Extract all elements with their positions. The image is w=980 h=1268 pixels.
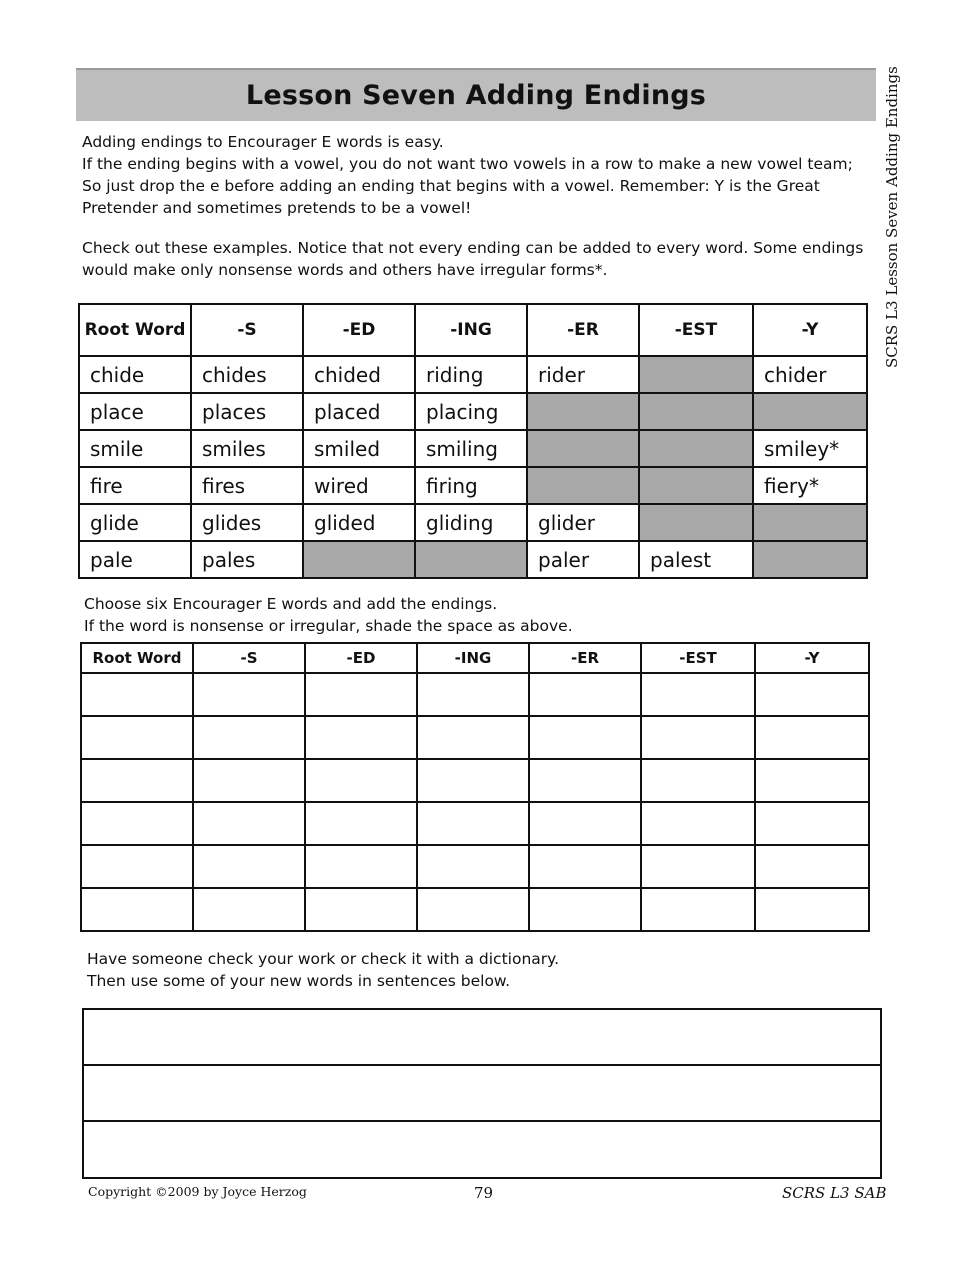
table-cell: chide [79,356,191,393]
answer-cell[interactable] [529,845,641,888]
table-cell: wired [303,467,415,504]
table-cell: rider [527,356,639,393]
column-header: -ED [305,643,417,673]
table-cell: glider [527,504,639,541]
table-cell: riding [415,356,527,393]
table-cell: palest [639,541,753,578]
answer-cell[interactable] [193,802,305,845]
column-header: -Y [753,304,867,356]
answer-cell[interactable] [529,888,641,931]
answer-cell[interactable] [193,673,305,716]
answer-cell[interactable] [81,716,193,759]
answer-cell[interactable] [641,802,755,845]
column-header: -S [191,304,303,356]
sentence-writing-box [82,1008,882,1179]
column-header: -S [193,643,305,673]
answer-cell[interactable] [417,845,529,888]
check-line: Then use some of your new words in sentences below. [87,972,511,990]
answer-cell[interactable] [305,716,417,759]
table-cell: smiled [303,430,415,467]
practice-table [80,642,870,932]
answer-cell[interactable] [417,759,529,802]
answer-cell[interactable] [417,888,529,931]
answer-cell[interactable] [529,759,641,802]
answer-cell[interactable] [305,759,417,802]
shaded-cell [753,541,867,578]
shaded-cell [753,393,867,430]
instructions-line: Choose six Encourager E words and add the endings. [84,595,498,613]
column-header: -EST [641,643,755,673]
answer-cell[interactable] [755,845,869,888]
table-cell: placing [415,393,527,430]
table-cell: pale [79,541,191,578]
table-cell: smiling [415,430,527,467]
table-row [81,716,869,759]
shaded-cell [415,541,527,578]
shaded-cell [527,430,639,467]
page-number: 79 [474,1184,494,1202]
table-cell: gliding [415,504,527,541]
table-row [81,673,869,716]
check-line: Have someone check your work or check it with a dictionary. [87,950,560,968]
answer-cell[interactable] [193,845,305,888]
answer-cell[interactable] [81,802,193,845]
answer-cell[interactable] [755,759,869,802]
table-cell: pales [191,541,303,578]
column-header: -ER [527,304,639,356]
answer-cell[interactable] [305,802,417,845]
answer-cell[interactable] [641,845,755,888]
table-row [81,802,869,845]
answer-cell[interactable] [417,716,529,759]
table-cell: smiley* [753,430,867,467]
example-table [78,303,868,579]
answer-cell[interactable] [417,673,529,716]
answer-cell[interactable] [305,888,417,931]
table-cell: place [79,393,191,430]
answer-cell[interactable] [641,673,755,716]
copyright: Copyright ©2009 by Joyce Herzog [88,1184,307,1199]
writing-line [84,1120,880,1122]
answer-cell[interactable] [81,759,193,802]
answer-cell[interactable] [641,759,755,802]
table-row [79,541,867,578]
column-header: -ING [417,643,529,673]
answer-cell[interactable] [529,673,641,716]
table-row [79,356,867,393]
column-header: -Y [755,643,869,673]
answer-cell[interactable] [305,673,417,716]
table-cell: chides [191,356,303,393]
intro-paragraph: If the ending begins with a vowel, you do not want two vowels in a row to make a new vowel team; So just drop the e before adding an ending that begins with a vowel. Remember: Y is the Great Pretender and sometimes pretends to be a vowel! [82,155,853,217]
table-row [81,759,869,802]
table-cell: glided [303,504,415,541]
table-cell: glide [79,504,191,541]
table-row [81,845,869,888]
column-header: -ED [303,304,415,356]
table-cell: placed [303,393,415,430]
instructions [84,593,573,637]
shaded-cell [639,467,753,504]
table-row [81,888,869,931]
shaded-cell [527,393,639,430]
table-cell: chider [753,356,867,393]
table-row [79,504,867,541]
answer-cell[interactable] [193,716,305,759]
table-cell: glides [191,504,303,541]
answer-cell[interactable] [641,716,755,759]
side-label: SCRS L3 Lesson Seven Adding Endings [883,66,901,368]
table-cell: paler [527,541,639,578]
instructions-line: If the word is nonsense or irregular, shade the space as above. [84,617,573,635]
table-cell: chided [303,356,415,393]
column-header: -ER [529,643,641,673]
answer-cell[interactable] [81,888,193,931]
shaded-cell [303,541,415,578]
table-cell: firing [415,467,527,504]
shaded-cell [639,430,753,467]
answer-cell[interactable] [755,673,869,716]
answer-cell[interactable] [193,888,305,931]
shaded-cell [639,393,753,430]
intro-text [82,131,877,281]
table-cell: fiery* [753,467,867,504]
answer-cell[interactable] [529,802,641,845]
answer-cell[interactable] [641,888,755,931]
answer-cell[interactable] [81,673,193,716]
shaded-cell [753,504,867,541]
title-bar [76,68,876,121]
shaded-cell [527,467,639,504]
examples-note: Check out these examples. Notice that not every ending can be added to every word. Some endings would make only nonsense words and others have irregular forms*. [82,239,864,279]
column-header: Root Word [79,304,191,356]
table-cell: places [191,393,303,430]
answer-cell[interactable] [417,802,529,845]
answer-cell[interactable] [529,716,641,759]
table-row [79,393,867,430]
page-title: Lesson Seven Adding Endings [245,80,707,111]
column-header: Root Word [81,643,193,673]
writing-line [84,1064,880,1066]
answer-cell[interactable] [755,888,869,931]
answer-cell[interactable] [193,759,305,802]
answer-cell[interactable] [305,845,417,888]
answer-cell[interactable] [81,845,193,888]
table-cell: smile [79,430,191,467]
check-note [87,948,559,992]
table-cell: smiles [191,430,303,467]
table-cell: fire [79,467,191,504]
book-code: SCRS L3 SAB [782,1184,887,1202]
shaded-cell [639,356,753,393]
intro-line: Adding endings to Encourager E words is easy. [82,133,444,151]
shaded-cell [639,504,753,541]
table-row [79,467,867,504]
table-row [79,430,867,467]
answer-cell[interactable] [755,716,869,759]
column-header: -EST [639,304,753,356]
column-header: -ING [415,304,527,356]
answer-cell[interactable] [755,802,869,845]
table-cell: fires [191,467,303,504]
